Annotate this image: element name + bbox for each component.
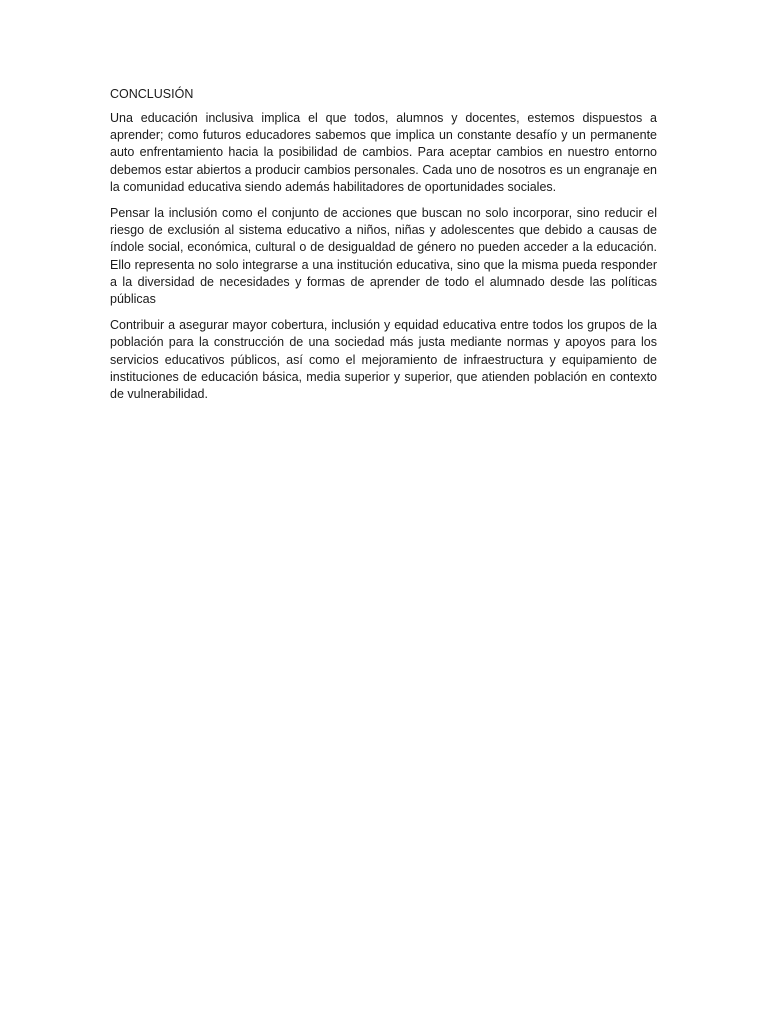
paragraph-3: Contribuir a asegurar mayor cobertura, inclusión y equidad educativa entre todos los grupos de la población para la construcción de una sociedad más justa mediante normas y apoyos para los servicios educativos públicos, así como el mejoramiento de infraestructura y equipamiento de instituciones de educación básica, media superior y superior, que atienden población en contexto de vulnerabilidad. [110, 318, 657, 402]
paragraph-2: Pensar la inclusión como el conjunto de acciones que buscan no solo incorporar, sino reducir el riesgo de exclusión al sistema educativo a niños, niñas y adolescentes que debido a causas de índole social, económica, cultural o de desigualdad de género no pueden acceder a la educación. Ello representa no solo integrarse a una institución educativa, sino que la misma pueda responder a la diversidad de necesidades y formas de aprender de todo el alumnado desde las políticas públicas [110, 206, 657, 307]
paragraph-1: Una educación inclusiva implica el que todos, alumnos y docentes, estemos dispuestos a aprender; como futuros educadores sabemos que implica un constante desafío y un permanente auto enfrentamiento hacia la posibilidad de cambios. Para aceptar cambios en nuestro entorno debemos estar abiertos a producir cambios personales. Cada uno de nosotros es un engranaje en la comunidad educativa siendo además habilitadores de oportunidades sociales. [110, 111, 657, 194]
document-title: CONCLUSIÓN [110, 87, 194, 101]
